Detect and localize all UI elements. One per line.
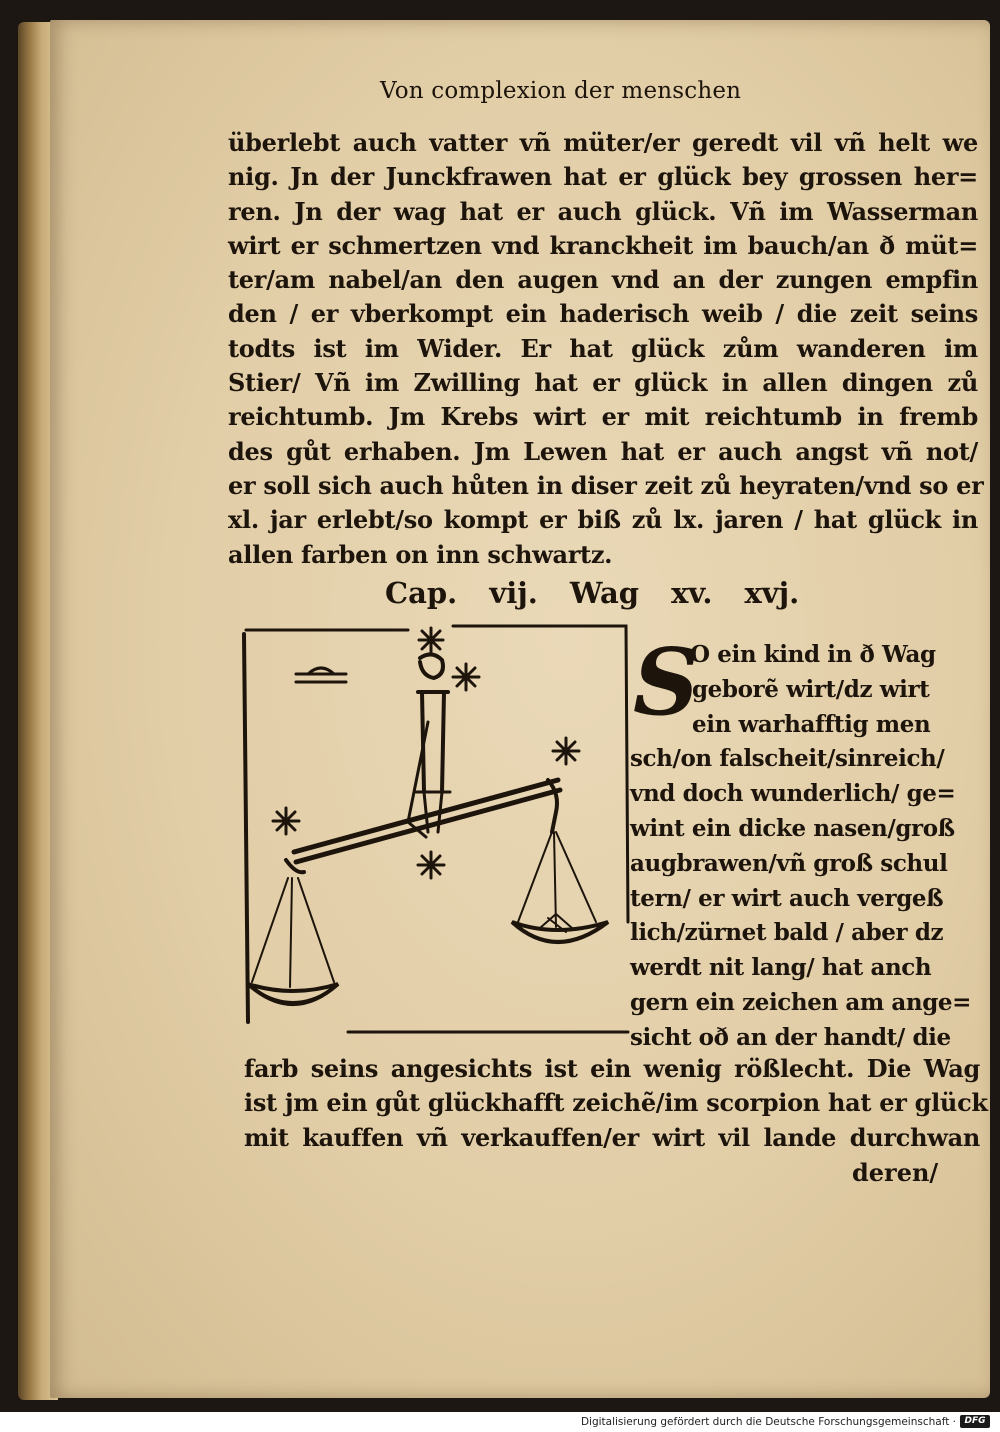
text-block-top	[228, 126, 984, 572]
text-line: reichtumb. Jm Krebs wirt er mit reichtumb in fremb	[228, 402, 978, 432]
woodcut-frame	[244, 634, 248, 1022]
text-line-last: allen farben on inn schwartz.	[228, 539, 613, 569]
text-line: des gůt erhaben. Jm Lewen hat er auch angst vñ not/	[228, 436, 978, 466]
text-line: Stier/ Vñ im Zwilling hat er glück in allen dingen zů	[228, 368, 978, 398]
text-line: er soll sich auch hůten in diser zeit zů heyraten/vnd so er	[228, 470, 984, 500]
text-line: überlebt auch vatter vñ müter/er geredt vil vñ helt we	[228, 128, 978, 157]
text-line: den / er vberkompt ein haderisch weib / die zeit seins	[228, 299, 978, 329]
text-line: wint ein dicke nasen/groß	[630, 814, 955, 842]
digitization-credit: Digitalisierung gefördert durch die Deutsche Forschungsgemeinschaft ·	[580, 1416, 956, 1428]
text-line: nig. Jn der Junckfrawen hat er glück bey grossen her=	[228, 162, 978, 192]
text-line: geborẽ wirt/dz wirt	[692, 675, 930, 703]
text-line: farb seins angesichts ist ein wenig rößlecht. Die Wag	[244, 1054, 980, 1083]
text-line: ist jm ein gůt glückhafft zeichẽ/im scorpion hat er glück	[244, 1088, 988, 1118]
text-line: sch/on falscheit/sinreich/	[630, 745, 945, 773]
text-line: ter/am nabel/an den augen vnd an der zungen empfin	[228, 265, 978, 295]
text-line: lich/zürnet bald / aber dz	[630, 919, 944, 947]
chapter-heading: Cap. vij. Wag xv. xvj.	[385, 576, 800, 610]
running-head: Von complexion der menschen	[380, 78, 742, 104]
text-line: wirt er schmertzen vnd kranckheit im bauch/an ð müt=	[228, 230, 978, 260]
text-line: mit kauffen vñ verkauffen/er wirt vil lande durchwan	[244, 1122, 980, 1152]
text-line: ein warhafftig men	[692, 710, 931, 738]
text-line: tern/ er wirt auch vergeß	[630, 884, 944, 912]
libra-woodcut-illustration	[238, 622, 632, 1042]
catchword: deren/	[852, 1158, 939, 1187]
text-line: augbrawen/vñ groß schul	[630, 849, 948, 877]
text-line: todts ist im Wider. Er hat glück zům wanderen im	[228, 333, 978, 363]
text-line: werdt nit lang/ hat anch	[630, 954, 932, 982]
text-line: sicht oð an der handt/ die	[630, 1023, 951, 1051]
text-block-bottom	[244, 1052, 988, 1155]
libra-sign-icon	[296, 668, 346, 682]
drop-cap: S	[633, 628, 700, 736]
text-line: xl. jar erlebt/so kompt er biß zů lx. jaren / hat glück in	[228, 505, 978, 535]
dfg-logo: DFG	[960, 1415, 990, 1428]
text-line: ren. Jn der wag hat er auch glück. Vñ im Wasserman	[228, 196, 978, 226]
text-line: O ein kind in ð Wag	[690, 641, 936, 668]
text-block-side	[630, 628, 978, 1056]
text-line: vnd doch wunderlich/ ge=	[630, 780, 956, 808]
text-line: gern ein zeichen am ange=	[630, 988, 972, 1016]
star-icon	[273, 628, 579, 878]
